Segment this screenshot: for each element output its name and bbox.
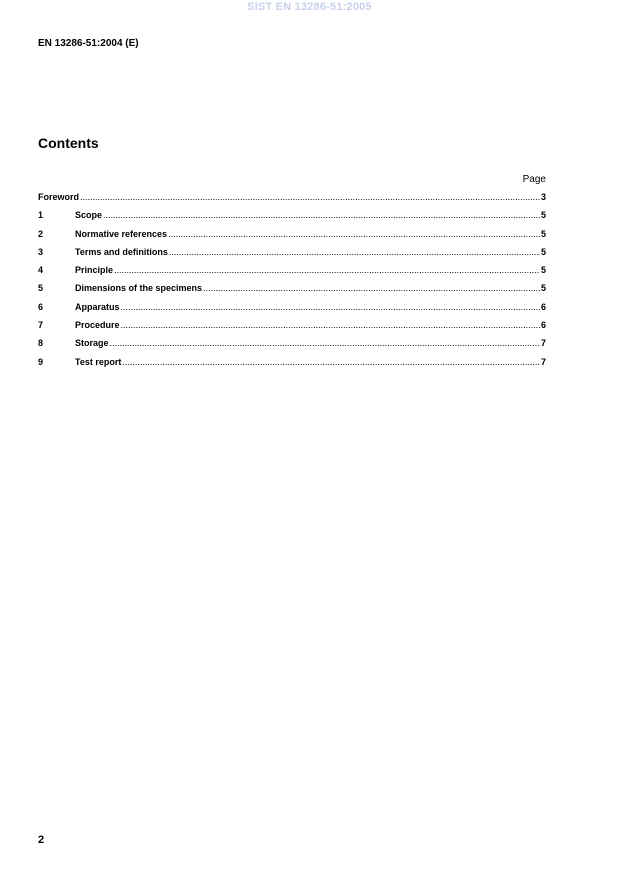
- toc-entry-page: 5: [540, 283, 546, 294]
- dot-leader: [80, 192, 540, 202]
- toc-entry-title: Foreword: [38, 192, 80, 202]
- toc-entry-dimensions-of-the-specimens[interactable]: [38, 283, 546, 301]
- toc-entry-page: 7: [540, 338, 546, 349]
- dot-leader: [110, 338, 540, 348]
- toc-entry-title: Normative references: [75, 228, 168, 239]
- page-column-label: Page: [522, 174, 546, 185]
- dot-leader: [203, 283, 540, 293]
- toc-entry-title: Terms and definitions: [75, 246, 168, 257]
- dot-leader: [169, 247, 540, 257]
- toc-entry-number: 3: [38, 246, 44, 257]
- toc-entry-number: 8: [38, 338, 44, 349]
- table-of-contents: [38, 192, 546, 375]
- toc-entry-title: Storage: [75, 338, 109, 349]
- toc-entry-storage[interactable]: [38, 338, 546, 356]
- toc-entry-page: 3: [540, 192, 546, 202]
- dot-leader: [103, 210, 540, 220]
- toc-entry-title: Procedure: [75, 320, 120, 331]
- toc-entry-page: 6: [540, 320, 546, 331]
- toc-entry-foreword[interactable]: [38, 192, 546, 210]
- toc-entry-normative-references[interactable]: [38, 229, 546, 247]
- toc-entry-number: 9: [38, 356, 44, 367]
- dot-leader: [121, 302, 540, 312]
- toc-entry-number: 7: [38, 320, 44, 331]
- toc-entry-title: Principle: [75, 265, 114, 276]
- toc-entry-number: 1: [38, 210, 44, 221]
- toc-entry-page: 5: [540, 265, 546, 276]
- toc-entry-apparatus[interactable]: [38, 302, 546, 320]
- toc-entry-title: Test report: [75, 356, 122, 367]
- toc-entry-page: 5: [540, 210, 546, 221]
- dot-leader: [168, 229, 540, 239]
- dot-leader: [122, 357, 540, 367]
- toc-entry-procedure[interactable]: [38, 320, 546, 338]
- toc-entry-title: Apparatus: [75, 301, 120, 312]
- toc-entry-scope[interactable]: [38, 210, 546, 228]
- toc-entry-terms-and-definitions[interactable]: [38, 247, 546, 265]
- watermark: SIST EN 13286-51:2005: [247, 1, 372, 13]
- toc-entry-principle[interactable]: [38, 265, 546, 283]
- contents-heading: Contents: [38, 135, 99, 151]
- toc-entry-number: 6: [38, 301, 44, 312]
- toc-entry-test-report[interactable]: [38, 357, 546, 375]
- toc-entry-page: 5: [540, 228, 546, 239]
- dot-leader: [121, 320, 540, 330]
- toc-entry-page: 6: [540, 301, 546, 312]
- toc-entry-title: Scope: [75, 210, 103, 221]
- page-number: 2: [38, 834, 45, 846]
- toc-entry-page: 5: [540, 246, 546, 257]
- toc-entry-number: 2: [38, 228, 44, 239]
- toc-entry-number: 4: [38, 265, 44, 276]
- toc-entry-page: 7: [540, 356, 546, 367]
- toc-entry-number: 5: [38, 283, 44, 294]
- dot-leader: [114, 265, 540, 275]
- toc-entry-title: Dimensions of the specimens: [75, 283, 203, 294]
- document-identifier: EN 13286-51:2004 (E): [38, 38, 139, 49]
